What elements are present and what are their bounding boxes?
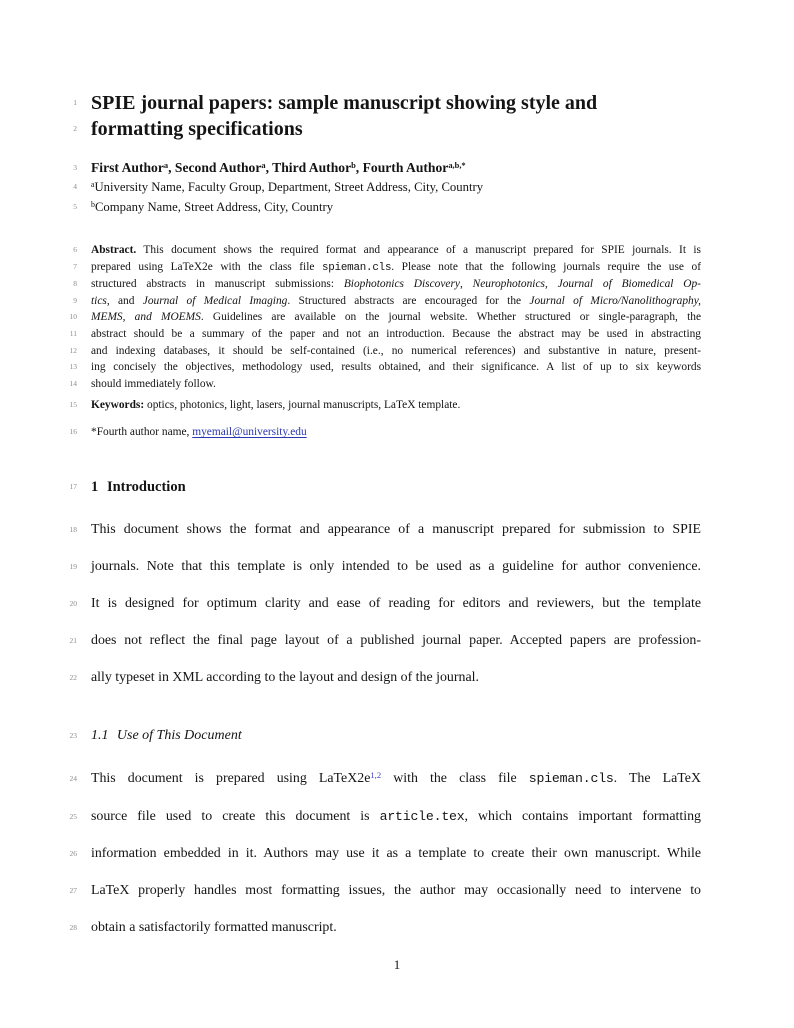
text-segment: LaTeX properly handles most formatting issues, the author may occasionally need to intervene to — [91, 883, 701, 899]
text-segment: Company Name, Street Address, City, Country — [94, 200, 334, 214]
text-segment: . The LaTeX — [613, 771, 701, 786]
abstract-text — [91, 343, 701, 360]
subsection-heading-use-of-this-document — [69, 726, 701, 745]
text-segment: Neurophotonics — [472, 278, 545, 291]
body-line — [69, 585, 701, 622]
line-number: 13 — [69, 362, 77, 372]
text-segment: article.tex — [379, 809, 465, 825]
introduction-paragraph — [69, 511, 701, 696]
text-segment: 1.1 — [91, 728, 109, 743]
abstract-line — [69, 359, 701, 376]
body-line — [69, 659, 701, 696]
line-number: 27 — [69, 886, 77, 896]
line-number: 19 — [69, 562, 77, 572]
keywords-text — [91, 397, 701, 414]
text-segment: This document shows the format and appearance of a manuscript prepared for submission to SPIE — [91, 522, 701, 537]
body-text — [91, 659, 701, 696]
abstract-block — [69, 242, 701, 392]
line-number: 26 — [69, 849, 77, 859]
text-segment: formatting specifications — [91, 118, 303, 140]
text-segment: prepared using LaTeX2e with the class file — [91, 260, 322, 273]
text-segment: tics — [91, 294, 107, 307]
text-segment: abstract should be a summary of the paper and not an introduction. Because the abstract may be used in abstracting — [91, 327, 701, 340]
author-names — [91, 159, 701, 178]
line-number: 28 — [69, 923, 77, 933]
text-segment: , and — [106, 294, 143, 307]
use-of-document-paragraph — [69, 760, 701, 946]
body-line — [69, 760, 701, 798]
line-number: 25 — [69, 812, 77, 822]
line-number: 24 — [69, 774, 77, 783]
line-number: 4 — [73, 182, 77, 191]
body-text — [91, 835, 701, 872]
body-text — [91, 798, 701, 835]
keywords-block — [69, 397, 701, 414]
body-line — [69, 872, 701, 909]
line-number: 1 — [73, 98, 77, 107]
abstract-line — [69, 309, 701, 326]
line-number: 23 — [69, 731, 77, 740]
line-number: 18 — [69, 525, 77, 534]
text-segment: . Structured abstracts are encouraged for the — [287, 294, 530, 307]
text-segment: This document is prepared using LaTeX2e — [91, 771, 371, 786]
line-number: 8 — [73, 279, 77, 289]
email-link[interactable]: myemail@university.edu — [192, 426, 307, 438]
text-segment: ally typeset in XML according to the layout and design of the journal. — [91, 670, 479, 686]
body-text — [91, 909, 701, 946]
line-number: 14 — [69, 378, 77, 388]
title-line — [73, 116, 701, 142]
text-segment: spieman.cls — [321, 261, 392, 274]
heading-text — [91, 726, 701, 745]
citation-link[interactable]: 1,2 — [370, 770, 382, 781]
text-segment: should immediately follow. — [91, 377, 216, 390]
heading-line — [69, 477, 701, 497]
body-text — [91, 585, 701, 622]
affiliation-line — [73, 198, 701, 218]
body-line — [69, 835, 701, 872]
line-number: 16 — [69, 427, 77, 436]
text-segment: Journal of Micro/Nanolithography, — [529, 294, 701, 307]
abstract-text — [91, 309, 701, 326]
text-segment: obtain a satisfactorily formatted manuscript. — [91, 920, 337, 936]
text-segment: with the class file — [381, 771, 529, 786]
line-number: 21 — [69, 636, 77, 646]
text-segment: It is designed for optimum clarity and ease of reading for editors and reviewers, but the template — [91, 596, 701, 612]
abstract-line — [73, 276, 701, 293]
abstract-line — [69, 376, 701, 393]
line-number: 22 — [69, 673, 77, 683]
text-segment: structured abstracts in manuscript submissions: — [91, 278, 344, 291]
abstract-line — [73, 242, 701, 259]
text-segment: , Fourth Author — [355, 160, 449, 175]
correspondence-block — [69, 424, 701, 441]
text-segment: and indexing databases, it should be self-contained (i.e., no numerical references) and substantive in nature, present- — [91, 344, 701, 357]
text-segment: information embedded in it. Authors may use it as a template to create their own manuscript. While — [91, 846, 701, 862]
text-segment: , Third Author — [265, 160, 352, 175]
abstract-text — [91, 293, 701, 310]
text-segment: optics, photonics, light, lasers, journal manuscripts, LaTeX template. — [144, 399, 461, 411]
line-number: 15 — [69, 400, 77, 409]
text-segment: Biophotonics Discovery — [343, 278, 460, 291]
correspondence-text — [91, 424, 701, 441]
text-segment: SPIE journal papers: sample manuscript showing style and — [91, 92, 598, 114]
paper-title — [91, 116, 701, 142]
line-number: 20 — [69, 599, 77, 609]
body-line — [69, 511, 701, 548]
text-segment: Keywords: — [91, 399, 145, 411]
text-segment: a — [261, 160, 266, 171]
body-text — [91, 622, 701, 659]
abstract-line — [69, 326, 701, 343]
body-text — [91, 760, 701, 798]
text-segment: Abstract. — [91, 244, 137, 256]
text-segment: First Author — [91, 160, 164, 175]
text-segment: a,b,* — [448, 160, 466, 171]
line-number: 12 — [69, 345, 77, 355]
text-segment: Use of This Document — [116, 728, 242, 743]
text-segment: journals. Note that this template is only intended to be used as a guideline for author convenience. — [91, 559, 701, 575]
body-line — [69, 622, 701, 659]
paper-title — [91, 90, 701, 116]
line-number: 11 — [69, 328, 77, 338]
abstract-line — [73, 259, 701, 277]
text-segment: a — [163, 160, 169, 171]
title-block — [73, 90, 701, 142]
body-text — [91, 511, 701, 548]
text-segment: , — [544, 278, 558, 291]
line-number: 6 — [73, 245, 77, 254]
abstract-text — [91, 376, 701, 393]
body-line — [69, 909, 701, 946]
text-segment: This document shows the required format and appearance of a manuscript prepared for SPIE journals. It is — [136, 244, 701, 256]
text-segment: does not reflect the final page layout of a published journal paper. Accepted papers are profession- — [91, 633, 701, 649]
line-number: 5 — [73, 202, 77, 211]
text-segment: . Please note that the following journals require the use of — [391, 260, 701, 273]
text-segment: MEMS, and MOEMS — [91, 311, 201, 324]
affiliation-line — [73, 178, 701, 198]
line-number: 17 — [69, 482, 77, 491]
page-number: 1 — [393, 957, 401, 972]
abstract-text — [91, 326, 701, 343]
affiliation-text — [91, 178, 701, 198]
author-byline — [73, 159, 701, 178]
line-number: 3 — [73, 163, 77, 172]
text-segment: , Second Author — [168, 160, 262, 175]
section-heading-introduction — [69, 477, 701, 497]
author-block — [73, 159, 701, 218]
text-segment: source file used to create this document is — [91, 809, 380, 825]
text-segment: 1 — [91, 479, 99, 495]
body-line — [69, 548, 701, 585]
abstract-text — [91, 276, 701, 293]
text-segment: , which contains important formatting — [464, 809, 701, 825]
abstract-text — [91, 242, 701, 259]
text-segment: a — [91, 180, 95, 190]
text-segment: ing concisely the objectives, methodology used, results obtained, and their significance. A list of up to six keywords — [91, 361, 701, 374]
heading-line — [69, 726, 701, 745]
title-line — [73, 90, 701, 116]
abstract-line — [73, 293, 701, 310]
text-segment: University Name, Faculty Group, Department, Street Address, City, Country — [94, 180, 484, 194]
affiliation-text — [91, 198, 701, 218]
text-segment: *Fourth author name, — [91, 426, 193, 438]
body-text — [91, 548, 701, 585]
correspondence-line — [69, 424, 701, 441]
body-line — [69, 798, 701, 835]
text-segment: b — [351, 160, 356, 171]
line-number: 10 — [69, 312, 77, 322]
text-segment: Introduction — [106, 479, 186, 495]
text-segment: b — [91, 200, 95, 210]
line-number: 7 — [73, 261, 77, 271]
text-segment: Journal of Biomedical Op- — [557, 278, 701, 291]
abstract-text — [91, 359, 701, 376]
text-segment: spieman.cls — [528, 771, 614, 786]
line-number: 9 — [73, 295, 77, 305]
keywords-line — [69, 397, 701, 414]
heading-text — [91, 477, 701, 497]
abstract-text — [91, 259, 701, 277]
text-segment: , — [459, 278, 473, 291]
text-segment: . Guidelines are available on the journal website. Whether structured or single-paragraph, the — [200, 311, 701, 324]
abstract-line — [69, 343, 701, 360]
text-segment: Journal of Medical Imaging — [142, 294, 288, 307]
body-text — [91, 872, 701, 909]
line-number: 2 — [73, 124, 77, 133]
